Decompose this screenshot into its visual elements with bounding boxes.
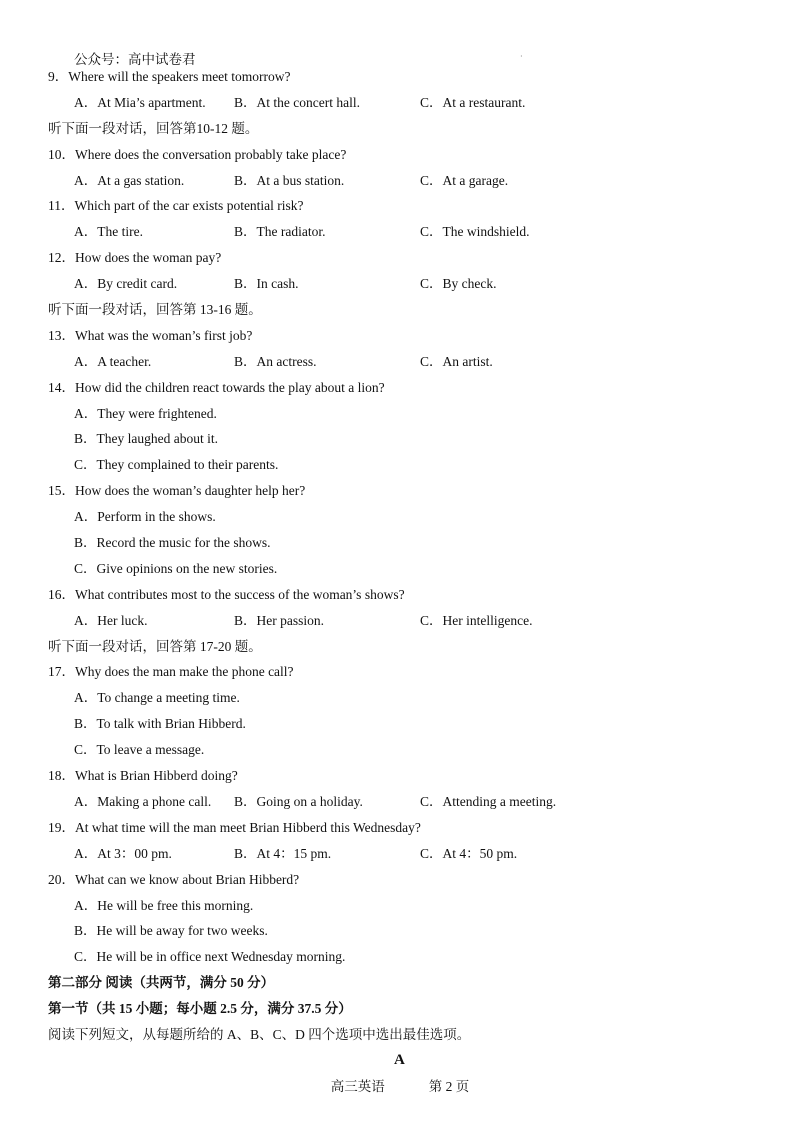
footer-subject: 高三英语 (330, 1079, 385, 1094)
instruction-text: 听下面一段对话，回答第 17-20 题。 (48, 638, 262, 654)
question-text: 17．Why does the man make the phone call? (48, 664, 294, 680)
answer-options-row (48, 789, 768, 815)
answer-option-b: B．An actress. (234, 353, 317, 369)
answer-options-row (48, 219, 768, 245)
question-text: 19．At what time will the man meet Brian Hibberd this Wednesday? (48, 819, 421, 835)
question-text: 20．What can we know about Brian Hibberd? (48, 871, 300, 887)
answer-option-c: C．At a garage. (420, 172, 509, 188)
instruction-text: 听下面一段对话，回答第 13-16 题。 (48, 302, 262, 318)
answer-option: A．He will be free this morning. (74, 897, 254, 913)
answer-option-a: A．At 3：00 pm. (74, 845, 172, 861)
answer-options-row (48, 271, 768, 297)
answer-option-c: C．Her intelligence. (420, 612, 533, 628)
answer-option-a: A．Her luck. (74, 612, 148, 628)
question-text: 16．What contributes most to the success of the woman’s shows? (48, 586, 405, 602)
question-text: 15．How does the woman’s daughter help her? (48, 483, 306, 499)
answer-option: B．Record the music for the shows. (74, 535, 271, 551)
answer-option-b: B．At a bus station. (234, 172, 345, 188)
answer-option-b: B．In cash. (234, 276, 299, 292)
answer-option-c: C．An artist. (420, 353, 493, 369)
question-text: 18．What is Brian Hibberd doing? (48, 768, 238, 784)
answer-option-b: B．At 4：15 pm. (234, 845, 332, 861)
question-text: 11．Which part of the car exists potential risk? (48, 198, 304, 214)
page-footer (0, 1075, 800, 1095)
answer-option: C．Give opinions on the new stories. (74, 560, 278, 576)
answer-option-c: C．By check. (420, 276, 497, 292)
answer-option-b: B．The radiator. (234, 224, 326, 240)
section-heading: 第二部分 阅读（共两节，满分 50 分） (48, 975, 275, 991)
question-text: 13．What was the woman’s first job? (48, 327, 253, 343)
answer-option: C．He will be in office next Wednesday morning. (74, 949, 346, 965)
answer-options-row (48, 349, 768, 375)
instruction-text: 听下面一段对话，回答第10-12 题。 (48, 120, 259, 136)
answer-options-row (48, 608, 768, 634)
passage-letter: A (394, 1052, 405, 1068)
answer-option: A．Perform in the shows. (74, 509, 216, 525)
instruction-text: 阅读下列短文，从每题所给的 A、B、C、D 四个选项中选出最佳选项。 (48, 1026, 471, 1042)
answer-option-c: C．Attending a meeting. (420, 793, 557, 809)
section-heading: 第一节（共 15 小题；每小题 2.5 分，满分 37.5 分） (48, 1001, 352, 1017)
question-text: 10．Where does the conversation probably take place? (48, 146, 347, 162)
answer-option-b: B．Going on a holiday. (234, 793, 363, 809)
question-text: 14．How did the children react towards the play about a lion? (48, 379, 385, 395)
question-text: 9．Where will the speakers meet tomorrow? (48, 69, 291, 84)
answer-option: C．To leave a message. (74, 742, 205, 758)
answer-option: B．They laughed about it. (74, 431, 218, 447)
answer-option-a: A．A teacher. (74, 353, 152, 369)
answer-option-a: A．By credit card. (74, 276, 178, 292)
answer-option-a: A．The tire. (74, 224, 143, 240)
answer-option-a: A．At a gas station. (74, 172, 185, 188)
answer-option: B．To talk with Brian Hibberd. (74, 716, 246, 732)
footer-page-number: 第 2 页 (428, 1079, 470, 1094)
answer-option-b: B．Her passion. (234, 612, 324, 628)
answer-options-row (48, 90, 768, 116)
stray-dot: · (520, 52, 523, 61)
answer-option-a: A．At Mia’s apartment. (74, 94, 206, 110)
answer-option: B．He will be away for two weeks. (74, 923, 268, 939)
header-note: 公众号：高中试卷君 (74, 52, 196, 67)
answer-option: A．To change a meeting time. (74, 690, 240, 706)
answer-options-row (48, 168, 768, 194)
answer-option-c: C．The windshield. (420, 224, 530, 240)
question-list (48, 64, 768, 1048)
question-text: 12．How does the woman pay? (48, 250, 222, 266)
answer-option-c: C．At a restaurant. (420, 94, 526, 110)
answer-option: C．They complained to their parents. (74, 457, 279, 473)
answer-option-b: B．At the concert hall. (234, 94, 360, 110)
answer-option-a: A．Making a phone call. (74, 793, 212, 809)
answer-options-row (48, 841, 768, 867)
answer-option: A．They were frightened. (74, 405, 217, 421)
answer-option-c: C．At 4：50 pm. (420, 845, 518, 861)
